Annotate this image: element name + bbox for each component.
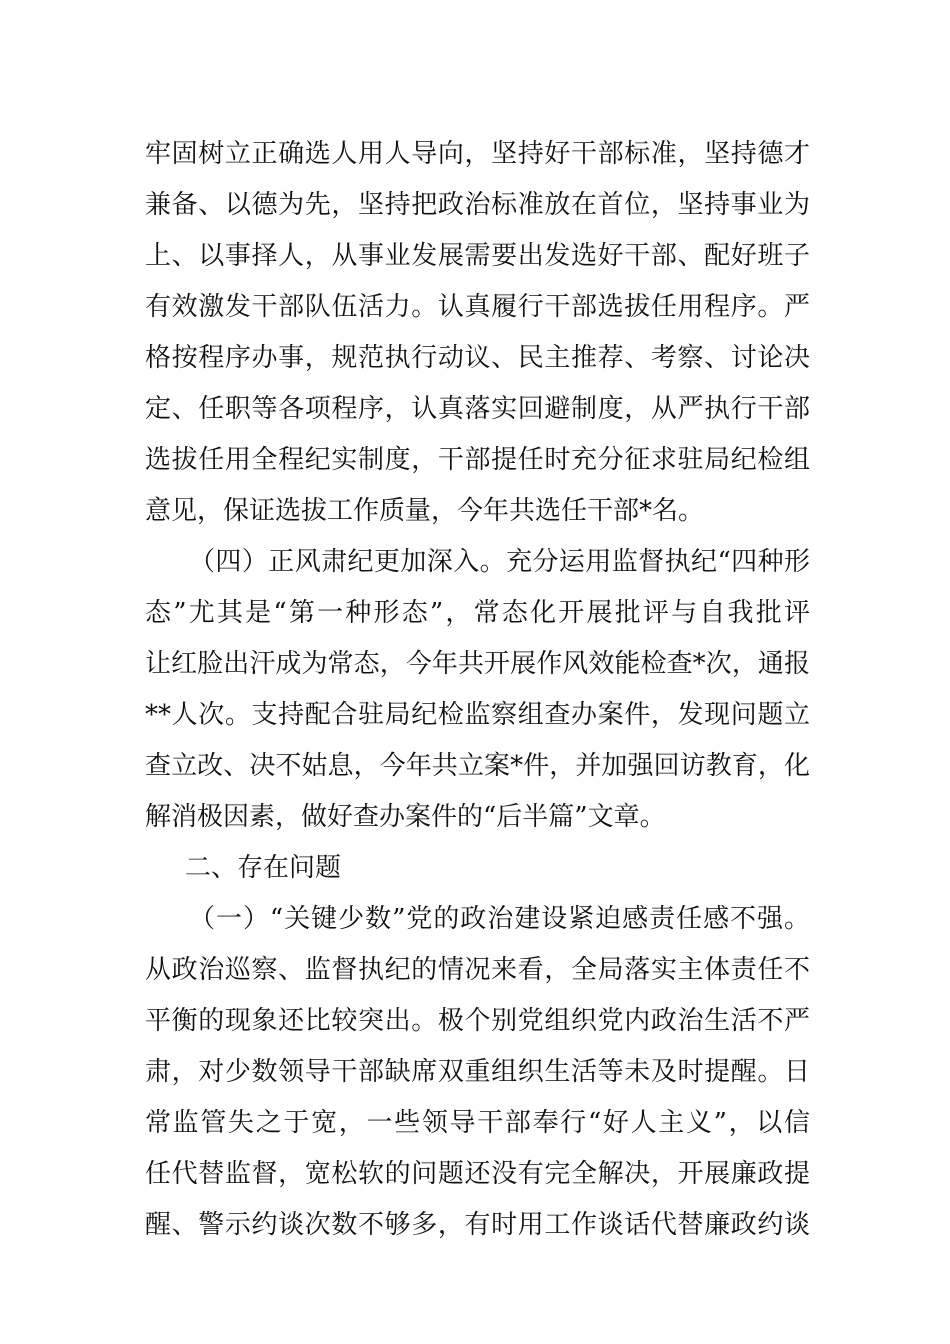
- text-line: 肃，对少数领导干部缺席双重组织生活等未及时提醒。日: [145, 1057, 810, 1087]
- section-heading: 二、存在问题: [185, 853, 342, 883]
- paragraph-first-line: （四）正风肃纪更加深入。充分运用监督执纪“四种形: [189, 547, 810, 577]
- text-line: 任代替监督，宽松软的问题还没有完全解决，开展廉政提: [145, 1159, 810, 1189]
- document-body: [145, 129, 810, 1251]
- text-line: 有效激发干部队伍活力。认真履行干部选拔任用程序。严: [145, 292, 810, 322]
- text-line: 牢固树立正确选人用人导向，坚持好干部标准，坚持德才: [145, 139, 810, 169]
- text-line: 从政治巡察、监督执纪的情况来看，全局落实主体责任不: [145, 955, 810, 985]
- text-line: 态”尤其是“第一种形态”，常态化开展批评与自我批评: [145, 598, 810, 628]
- text-line: 意见，保证选拔工作质量，今年共选任干部*名。: [145, 496, 705, 526]
- text-line: 醒、警示约谈次数不够多，有时用工作谈话代替廉政约谈: [145, 1210, 810, 1240]
- text-line: 选拔任用全程纪实制度，干部提任时充分征求驻局纪检组: [145, 445, 810, 475]
- paragraph-first-line: （一）“关键少数”党的政治建设紧迫感责任感不强。: [189, 904, 810, 934]
- text-line: 平衡的现象还比较突出。极个别党组织党内政治生活不严: [145, 1006, 810, 1036]
- text-line: **人次。支持配合驻局纪检监察组查办案件，发现问题立: [145, 700, 810, 730]
- text-line: 查立改、决不姑息，今年共立案*件，并加强回访教育，化: [145, 751, 810, 781]
- text-line: 上、以事择人，从事业发展需要出发选好干部、配好班子: [145, 241, 810, 271]
- text-line: 常监管失之于宽，一些领导干部奉行“好人主义”，以信: [145, 1108, 810, 1138]
- text-line: 定、任职等各项程序，认真落实回避制度，从严执行干部: [145, 394, 810, 424]
- text-line: 解消极因素，做好查办案件的“后半篇”文章。: [145, 802, 666, 832]
- text-line: 格按程序办事，规范执行动议、民主推荐、考察、讨论决: [145, 343, 810, 373]
- text-line: 兼备、以德为先，坚持把政治标准放在首位，坚持事业为: [145, 190, 810, 220]
- text-line: 让红脸出汗成为常态，今年共开展作风效能检查*次，通报: [145, 649, 810, 679]
